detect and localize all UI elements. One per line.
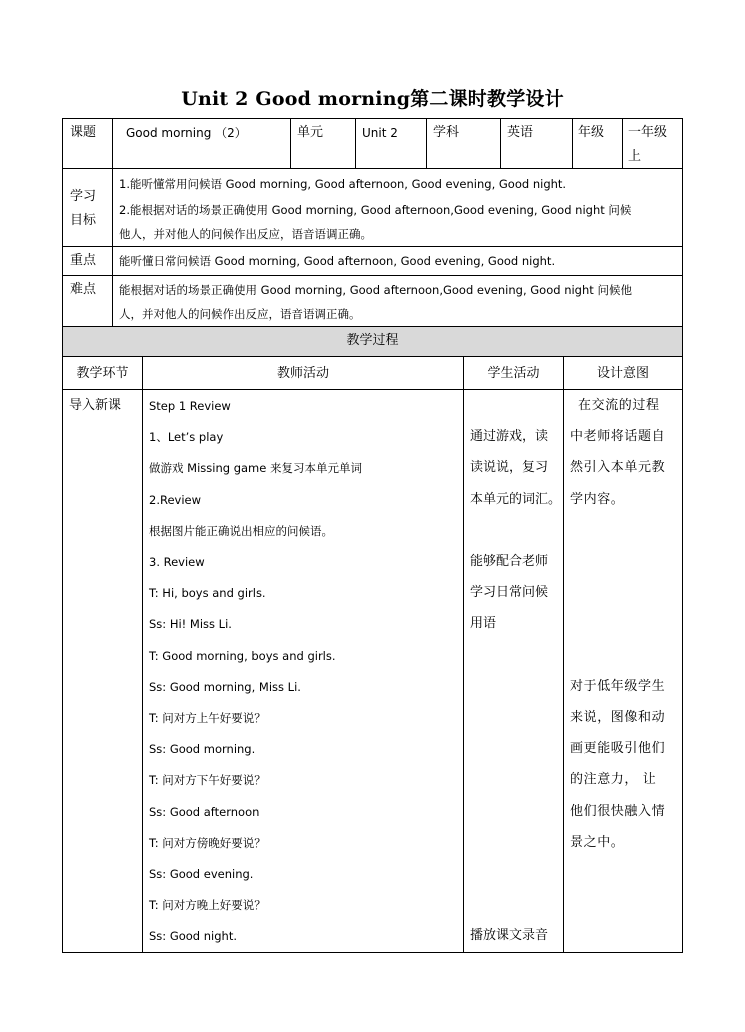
difficulties-text: 能根据对话的场景正确使用 Good morning, Good afternoon,Good evening, Good night 问候他: [119, 283, 632, 297]
difficulties-label: 难点: [70, 282, 97, 297]
process-header: 教学过程: [346, 333, 399, 348]
teacher-activity-line: 2.Review: [149, 492, 202, 507]
teacher-activity-line: Ss: Hi! Miss Li.: [149, 617, 232, 632]
design-intent-line: 对于低年级学生: [570, 678, 666, 694]
goals-text: 1.能听懂常用问候语 Good morning, Good afternoon, Good evening, Good night.: [119, 177, 567, 191]
subject-label: 学科: [433, 125, 460, 140]
student-activity-line: 本单元的词汇。: [470, 491, 562, 507]
col-divider: [112, 118, 113, 326]
col-divider: [426, 118, 427, 168]
teacher-activity-line: T: Good morning, boys and girls.: [149, 648, 336, 663]
col-divider: [622, 118, 623, 168]
key-points-text: 能听懂日常问候语 Good morning, Good afternoon, Good evening, Good night.: [119, 254, 556, 268]
stage-name: 导入新课: [69, 398, 122, 413]
col-divider: [355, 118, 356, 168]
table-border-left: [62, 118, 63, 953]
subject-value: 英语: [507, 125, 534, 140]
teacher-activity-line: Ss: Good afternoon: [149, 804, 260, 819]
col-divider: [142, 356, 143, 953]
student-activity-line: 播放课文录音: [470, 928, 549, 944]
teacher-activity-line: 根据图片能正确说出相应的问候语。: [149, 523, 333, 538]
table-border-bottom: [62, 952, 683, 953]
teacher-activity-line: Ss: Good night.: [149, 929, 237, 944]
teacher-activity-line: 1、Let’s play: [149, 430, 224, 445]
teacher-activity-line: Ss: Good evening.: [149, 867, 254, 881]
design-intent-line: 画更能吸引他们: [570, 741, 666, 757]
table-border-top: [62, 118, 683, 119]
teacher-activity-line: Ss: Good morning.: [149, 742, 256, 757]
table-row-divider: [62, 246, 683, 247]
goals-text: 他人，并对他人的问候作出反应，语音语调正确。: [119, 227, 372, 241]
col-divider: [290, 118, 291, 168]
grade-value: 一年级: [628, 125, 668, 140]
col-divider: [572, 118, 573, 168]
teacher-activity-line: 做游戏 Missing game 来复习本单元单词: [149, 461, 362, 476]
teacher-activity-line: Step 1 Review: [149, 399, 231, 413]
design-intent-line: 来说，图像和动: [570, 710, 666, 725]
col-divider: [463, 356, 464, 953]
teacher-activity-line: T: 问对方傍晚好要说？: [149, 835, 266, 850]
design-intent-line: 他们很快融入情: [570, 803, 666, 819]
table-row-divider: [62, 275, 683, 276]
design-intent-line: 中老师将话题自: [570, 429, 666, 445]
col-divider: [500, 118, 501, 168]
teacher-activity-line: 3. Review: [149, 555, 205, 569]
design-intent-line: 在交流的过程: [578, 398, 660, 413]
table-row-divider: [62, 389, 683, 390]
lesson-value: Good morning （2）: [126, 126, 247, 140]
student-activity-line: 读说说，复习: [470, 460, 549, 476]
student-activity-line: 用语: [470, 616, 497, 632]
col-header-teacher: 教师活动: [276, 366, 329, 381]
table-row-divider: [62, 168, 683, 169]
design-intent-line: 的注意力， 让: [570, 772, 657, 788]
teacher-activity-line: T: 问对方下午好要说？: [149, 773, 266, 788]
student-activity-line: 通过游戏，读: [470, 429, 549, 445]
student-activity-line: 学习日常问候: [470, 585, 549, 601]
design-intent-line: 景之中。: [570, 834, 625, 850]
teacher-activity-line: T: 问对方上午好要说？: [149, 711, 266, 725]
teacher-activity-line: Ss: Good morning, Miss Li.: [149, 679, 301, 694]
design-intent-line: 学内容。: [570, 491, 625, 507]
col-header-student: 学生活动: [487, 366, 540, 381]
table-row-divider: [62, 356, 683, 357]
student-activity-line: 能够配合老师: [470, 554, 549, 569]
teacher-activity-line: T: 问对方晚上好要说？: [149, 898, 266, 913]
goals-label: 目标: [70, 213, 97, 228]
unit-label: 单元: [297, 125, 324, 140]
goals-text: 2.能根据对话的场景正确使用 Good morning, Good afternoon,Good evening, Good night 问候: [119, 203, 632, 217]
grade-label: 年级: [578, 125, 605, 140]
goals-label: 学习: [70, 189, 97, 204]
page-title: Unit 2 Good morning第二课时教学设计: [181, 88, 564, 110]
col-header-intent: 设计意图: [596, 366, 649, 381]
col-header-stage: 教学环节: [76, 366, 129, 381]
grade-value: 上: [628, 149, 642, 164]
difficulties-text: 人，并对他人的问候作出反应，语音语调正确。: [119, 307, 361, 321]
col-divider: [563, 356, 564, 953]
lesson-label: 课题: [70, 125, 97, 140]
unit-value: Unit 2: [362, 126, 398, 140]
table-border-right: [682, 118, 683, 953]
teacher-activity-line: T: Hi, boys and girls.: [149, 586, 266, 601]
design-intent-line: 然引入本单元教: [570, 460, 666, 476]
key-points-label: 重点: [70, 253, 97, 268]
